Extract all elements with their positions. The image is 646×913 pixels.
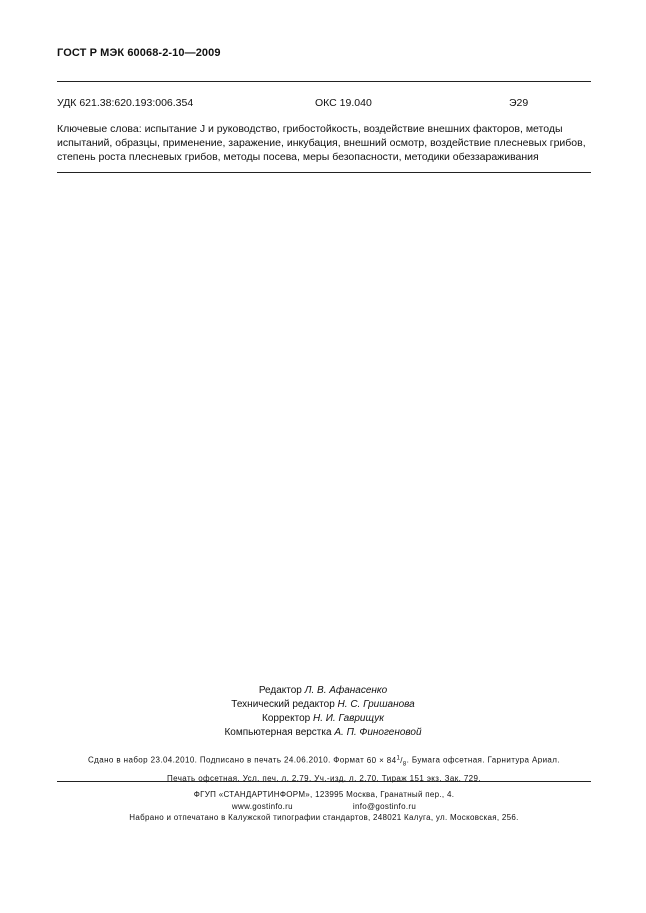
keywords-block bbox=[57, 122, 597, 164]
publisher-divider bbox=[57, 781, 591, 782]
printing-dates: Сдано в набор 23.04.2010. Подписано в печать 24.06.2010. Формат bbox=[88, 755, 365, 765]
printing-house: Набрано и отпечатано в Калужской типографии стандартов, 248021 Калуга, ул. Московская, 256. bbox=[129, 813, 519, 822]
credit-editor bbox=[0, 684, 646, 698]
credit-layout bbox=[0, 726, 646, 740]
format-base: 60 × 84 bbox=[366, 755, 397, 765]
publisher-contacts bbox=[57, 801, 591, 813]
credit-role: Компьютерная верстка bbox=[224, 727, 332, 738]
publisher-info bbox=[57, 789, 591, 824]
oks-code: ОКС 19.040 bbox=[315, 97, 372, 109]
keywords-divider bbox=[57, 172, 591, 173]
credit-name: Н. С. Гришанова bbox=[337, 699, 415, 710]
publisher-website[interactable]: www.gostinfo.ru bbox=[231, 801, 293, 811]
credit-name: Л. В. Афанасенко bbox=[304, 685, 388, 696]
credit-role: Корректор bbox=[262, 713, 311, 724]
keywords-text: испытание J и руководство, грибостойкость, воздействие внешних факторов, методы испытаний, образцы, применение, заражение, инкубация, внешний осмотр, воздействие плесневых грибов, степень роста плесневых грибов, методы посева, меры безопасности, методики обеззараживания bbox=[57, 123, 586, 163]
paper-type: . Бумага офсетная. Гарнитура Ариал. bbox=[406, 755, 560, 765]
format-numerator: 1 bbox=[396, 755, 401, 761]
printing-line-2: Печать офсетная. Усл. печ. л. 2,79. Уч.-изд. л. 2,70. Тираж 151 экз. Зак. 729. bbox=[166, 773, 482, 783]
credit-name: Н. И. Гаврищук bbox=[312, 713, 384, 724]
credit-role: Технический редактор bbox=[231, 699, 335, 710]
credit-role: Редактор bbox=[258, 685, 302, 696]
top-divider bbox=[57, 81, 591, 82]
credit-corrector bbox=[0, 712, 646, 726]
printing-line-1 bbox=[57, 752, 591, 772]
publisher-email[interactable]: info@gostinfo.ru bbox=[352, 801, 417, 811]
publisher-address: ФГУП «СТАНДАРТИНФОРМ», 123995 Москва, Гранатный пер., 4. bbox=[193, 790, 455, 799]
credits-block bbox=[0, 684, 646, 740]
standard-designation: ГОСТ Р МЭК 60068-2-10—2009 bbox=[57, 47, 221, 59]
group-code: Э29 bbox=[509, 97, 529, 109]
udk-code: УДК 621.38:620.193:006.354 bbox=[57, 97, 194, 109]
keywords-label: Ключевые слова: bbox=[57, 123, 142, 135]
paper-format: $60 \times 84^1/_8$ bbox=[366, 755, 407, 768]
format-denominator: 8 bbox=[402, 761, 407, 768]
credit-tech-editor bbox=[0, 698, 646, 712]
credit-name: А. П. Финогеновой bbox=[334, 727, 422, 738]
